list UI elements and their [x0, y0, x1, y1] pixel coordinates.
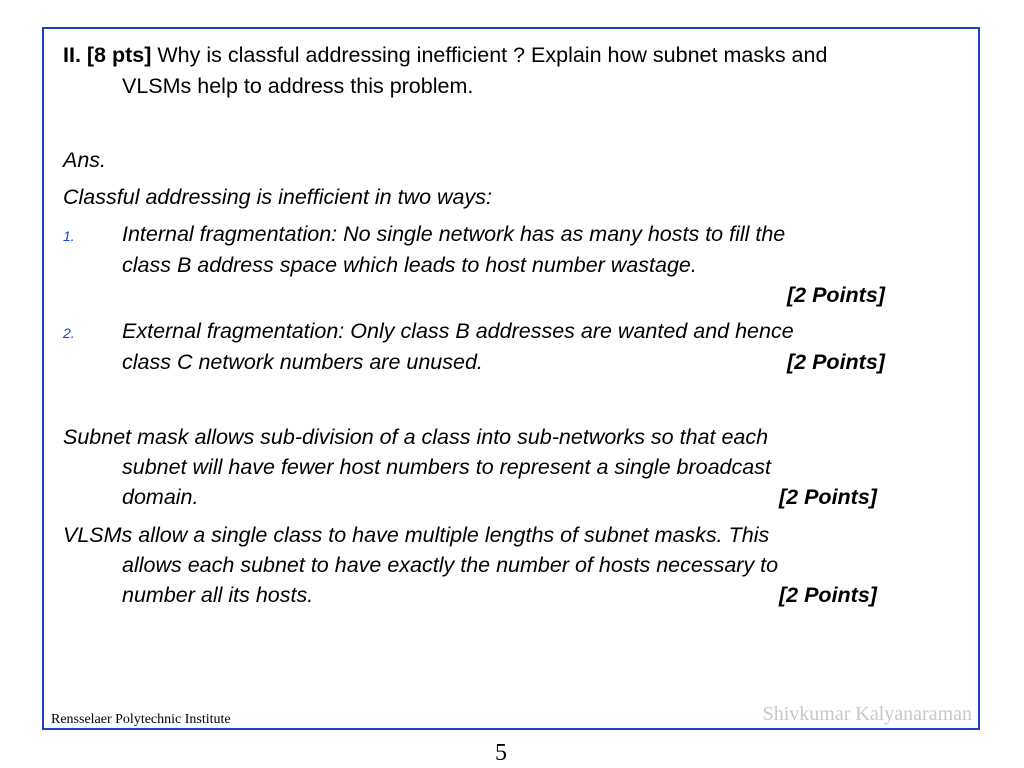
answer-heading: Ans.: [63, 148, 107, 172]
subnet-line-3: domain.: [122, 485, 199, 509]
list-number-2: 2.: [63, 325, 75, 341]
subnet-points: [2 Points]: [779, 485, 877, 509]
question-label: II. [8 pts]: [63, 43, 152, 67]
list-number-1: 1.: [63, 228, 75, 244]
vlsm-line-3: number all its hosts.: [122, 583, 314, 607]
answer-intro: Classful addressing is inefficient in two ways:: [63, 185, 492, 209]
page-number: 5: [495, 740, 507, 766]
item-1-points: [2 Points]: [787, 283, 885, 307]
question-line-2: VLSMs help to address this problem.: [122, 74, 474, 98]
vlsm-line-2: allows each subnet to have exactly the number of hosts necessary to: [122, 553, 779, 577]
item-1-line-2: class B address space which leads to host number wastage.: [122, 253, 697, 277]
subnet-line-2: subnet will have fewer host numbers to represent a single broadcast: [122, 455, 771, 479]
institution-name: Rensselaer Polytechnic Institute: [51, 712, 231, 727]
item-2-line-1: External fragmentation: Only class B addresses are wanted and hence: [122, 319, 794, 343]
subnet-line-1: Subnet mask allows sub-division of a class into sub-networks so that each: [63, 425, 769, 449]
question-line-1: [63, 40, 827, 70]
item-2-line-2: class C network numbers are unused.: [122, 350, 483, 374]
slide-frame: [42, 27, 980, 730]
question-text-1: Why is classful addressing inefficient ? Explain how subnet masks and: [157, 43, 828, 67]
item-2-points: [2 Points]: [787, 350, 885, 374]
item-1-line-1: Internal fragmentation: No single network has as many hosts to fill the: [122, 222, 786, 246]
author-name: Shivkumar Kalyanaraman: [762, 703, 972, 725]
vlsm-line-1: VLSMs allow a single class to have multiple lengths of subnet masks. This: [63, 523, 770, 547]
vlsm-points: [2 Points]: [779, 583, 877, 607]
